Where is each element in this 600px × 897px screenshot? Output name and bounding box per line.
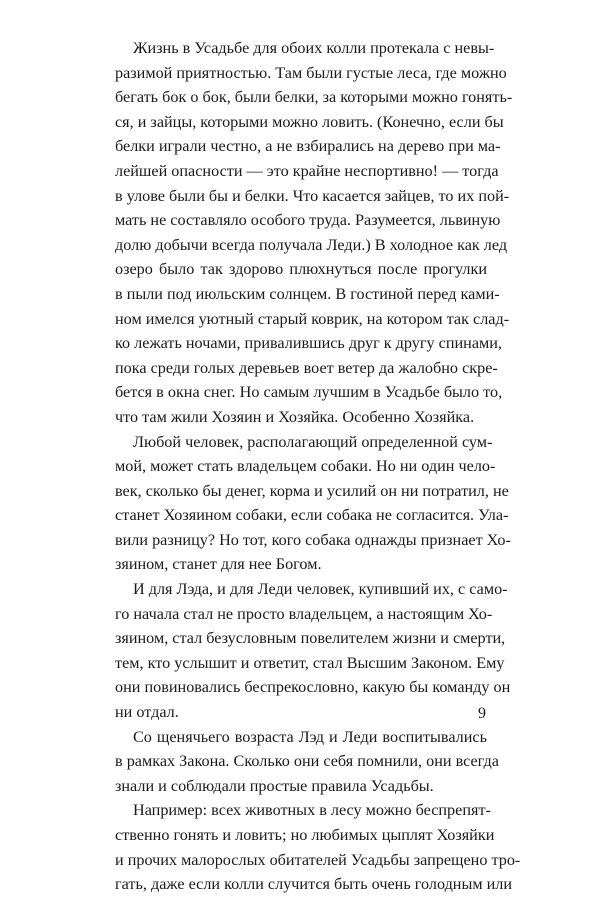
- paragraph: [115, 36, 513, 430]
- body-text: [115, 36, 521, 897]
- text-line: они повиновались беспрекословно, какую бы команду он: [115, 678, 511, 697]
- paragraph: [115, 725, 499, 799]
- text-line: ственно гонять и ловить; но любимых цыплят Хозяйки: [115, 826, 495, 844]
- text-line: го начала стал не просто владельцем, а настоящим Хо-: [115, 604, 493, 623]
- text-line: лейшей опасности — это крайне неспортивно! — тогда: [115, 161, 499, 180]
- text-line: и прочих малорослых обитателей Усадьбы запрещено тро-: [115, 850, 521, 869]
- text-line: ся, и зайцы, которыми можно ловить. (Конечно, если бы: [115, 112, 504, 131]
- text-line: век, сколько бы денег, корма и усилий он ни потратил, не: [115, 481, 509, 500]
- text-line: И для Лэда, и для Леди человек, купивший их, с само-: [133, 580, 508, 599]
- text-line: тем, кто услышит и ответит, стал Высшим Законом. Ему: [115, 653, 505, 672]
- text-line: в улове были бы и белки. Что касается зайцев, то их пой-: [115, 186, 510, 205]
- text-line: зяином, стал безусловным повелителем жизни и смерти,: [115, 629, 506, 648]
- text-line: в пыли под июльским солнцем. В гостиной перед ками-: [115, 284, 500, 303]
- page-number: 9: [478, 705, 486, 722]
- text-line: долю добычи всегда получала Леди.) В холодное как лед: [115, 235, 508, 254]
- paragraph: [115, 577, 511, 725]
- text-line: Например: всех животных в лесу можно беспрепят-: [133, 801, 491, 820]
- paragraph: [115, 798, 521, 896]
- text-line: белки играли честно, а не взбирались на дерево при ма-: [115, 137, 501, 156]
- text-line: Любой человек, располагающий определенной сум-: [133, 432, 493, 451]
- text-line: мой, может стать владельцем собаки. Но ни один чело-: [115, 457, 496, 476]
- text-line: Жизнь в Усадьбе для обоих колли протекала с невы-: [133, 39, 495, 57]
- text-line: бегать бок о бок, были белки, за которыми можно гонять-: [115, 88, 513, 107]
- text-line: ном имелся уютный старый коврик, на котором так слад-: [115, 309, 510, 328]
- text-line: зяином, станет для нее Богом.: [115, 555, 322, 574]
- text-line: бется в окна снег. Но самым лучшим в Усадьбе было то,: [115, 383, 503, 402]
- text-line: разимой приятностью. Там были густые леса, где можно: [115, 63, 507, 82]
- text-line: ни отдал.: [115, 703, 179, 722]
- text-line: пока среди голых деревьев воет ветер да жалобно скре-: [115, 358, 498, 377]
- text-line: что там жили Хозяин и Хозяйка. Особенно Хозяйка.: [115, 407, 475, 426]
- paragraph: [115, 430, 511, 578]
- text-line: Со щенячьего возраста Лэд и Леди воспитывались: [133, 727, 487, 746]
- text-line: гать, даже если колли случится быть очень голодным или: [115, 875, 513, 894]
- text-line: знали и соблюдали простые правила Усадьбы.: [115, 776, 434, 795]
- text-line: озеро было так здорово плюхнуться после прогулки: [115, 260, 487, 279]
- text-line: мать не составляло особого труда. Разумеется, львиную: [115, 211, 501, 230]
- text-line: станет Хозяином собаки, если собака не согласится. Ула-: [115, 506, 509, 525]
- text-line: ко лежать ночами, привалившись друг к другу спинами,: [115, 334, 502, 353]
- text-line: вили разницу? Но тот, кого собака однажды признает Хо-: [115, 530, 511, 549]
- text-line: в рамках Закона. Сколько они себя помнили, они всегда: [115, 752, 499, 771]
